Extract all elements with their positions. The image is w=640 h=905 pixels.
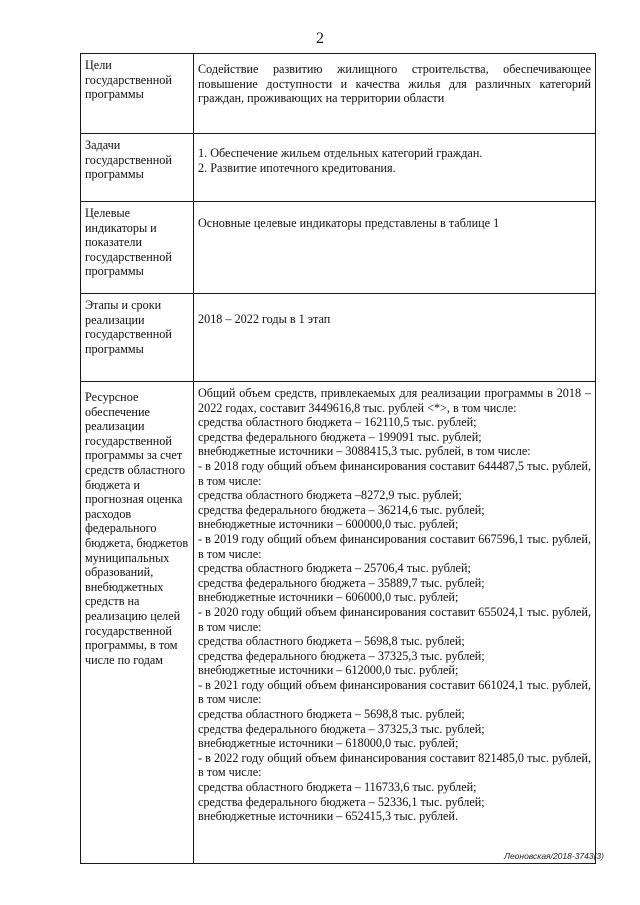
resources-line: внебюджетные источники – 606000,0 тыс. рублей;: [198, 590, 459, 605]
resources-line: внебюджетные источники – 600000,0 тыс. рублей;: [198, 517, 459, 532]
resources-value: [194, 382, 596, 864]
resources-line: внебюджетные источники – 612000,0 тыс. рублей;: [198, 663, 459, 678]
task-item: 1. Обеспечение жильем отдельных категорий граждан.: [198, 146, 483, 160]
document-reference-code: Леоновская/2018-3743(3): [504, 851, 604, 861]
task-item: 2. Развитие ипотечного кредитования.: [198, 160, 396, 175]
resources-line: средства областного бюджета – 5698,8 тыс. рублей;: [198, 634, 465, 649]
table-row-indicators: [81, 202, 596, 294]
resources-line: средства федерального бюджета – 37325,3 тыс. рублей;: [198, 648, 485, 663]
resources-line: средства областного бюджета – 162110,5 тыс. рублей;: [198, 415, 477, 430]
resources-line: - в 2018 году общий объем финансирования составит 644487,5 тыс. рублей, в том числе:: [198, 458, 591, 488]
resources-line: внебюджетные источники – 652415,3 тыс. рублей.: [198, 809, 459, 824]
goals-label: Цели государственной программы: [81, 54, 194, 134]
resources-line: средства федерального бюджета – 52336,1 тыс. рублей;: [198, 794, 485, 809]
program-passport-table: [80, 53, 596, 864]
resources-line: средства областного бюджета – 116733,6 тыс. рублей;: [198, 780, 477, 795]
resources-line: средства федерального бюджета – 36214,6 тыс. рублей;: [198, 502, 485, 517]
resources-line: средства федерального бюджета – 199091 тыс. рублей;: [198, 429, 482, 444]
tasks-value: [194, 134, 596, 202]
resources-line: - в 2020 году общий объем финансирования составит 655024,1 тыс. рублей, в том числе:: [198, 604, 591, 634]
goals-value: Содействие развитию жилищного строительства, обеспечивающее повышение доступности и качества жилья для различных категорий граждан, проживающих на территории области: [194, 54, 596, 134]
indicators-label: Целевые индикаторы и показатели государственной программы: [81, 202, 194, 294]
table-row-goals: [81, 54, 596, 134]
resources-line: - в 2022 году общий объем финансирования составит 821485,0 тыс. рублей, в том числе:: [198, 750, 591, 780]
resources-line: средства областного бюджета – 5698,8 тыс. рублей;: [198, 707, 465, 722]
page-number: 2: [316, 30, 324, 47]
stages-label: Этапы и сроки реализации государственной программы: [81, 294, 194, 382]
resources-line: Общий объем средств, привлекаемых для реализации программы в 2018 – 2022 годах, составит 3449616,8 тыс. рублей <*>, в том числе:: [198, 386, 591, 415]
resources-label: Ресурсное обеспечение реализации государственной программы за счет средств областного бюджета и прогнозная оценка расходов федерального бюджета, бюджетов муниципальных образований, внебюджетных средств на реализацию целей государственной программы, в том числе по годам: [81, 382, 194, 864]
table-row-resources: [81, 382, 596, 864]
resources-line: средства федерального бюджета – 37325,3 тыс. рублей;: [198, 721, 485, 736]
resources-line: - в 2019 году общий объем финансирования составит 667596,1 тыс. рублей, в том числе:: [198, 531, 591, 561]
table-row-tasks: [81, 134, 596, 202]
resources-line: средства федерального бюджета – 35889,7 тыс. рублей;: [198, 575, 485, 590]
resources-line: средства областного бюджета –8272,9 тыс. рублей;: [198, 488, 462, 503]
resources-line: - в 2021 году общий объем финансирования составит 661024,1 тыс. рублей, в том числе:: [198, 677, 591, 707]
resources-line: внебюджетные источники – 618000,0 тыс. рублей;: [198, 736, 459, 751]
resources-line: средства областного бюджета – 25706,4 тыс. рублей;: [198, 561, 471, 576]
resources-line: внебюджетные источники – 3088415,3 тыс. рублей, в том числе:: [198, 444, 531, 459]
stages-value: 2018 – 2022 годы в 1 этап: [194, 294, 596, 382]
tasks-label: Задачи государственной программы: [81, 134, 194, 202]
indicators-value: Основные целевые индикаторы представлены в таблице 1: [194, 202, 596, 294]
table-row-stages: [81, 294, 596, 382]
